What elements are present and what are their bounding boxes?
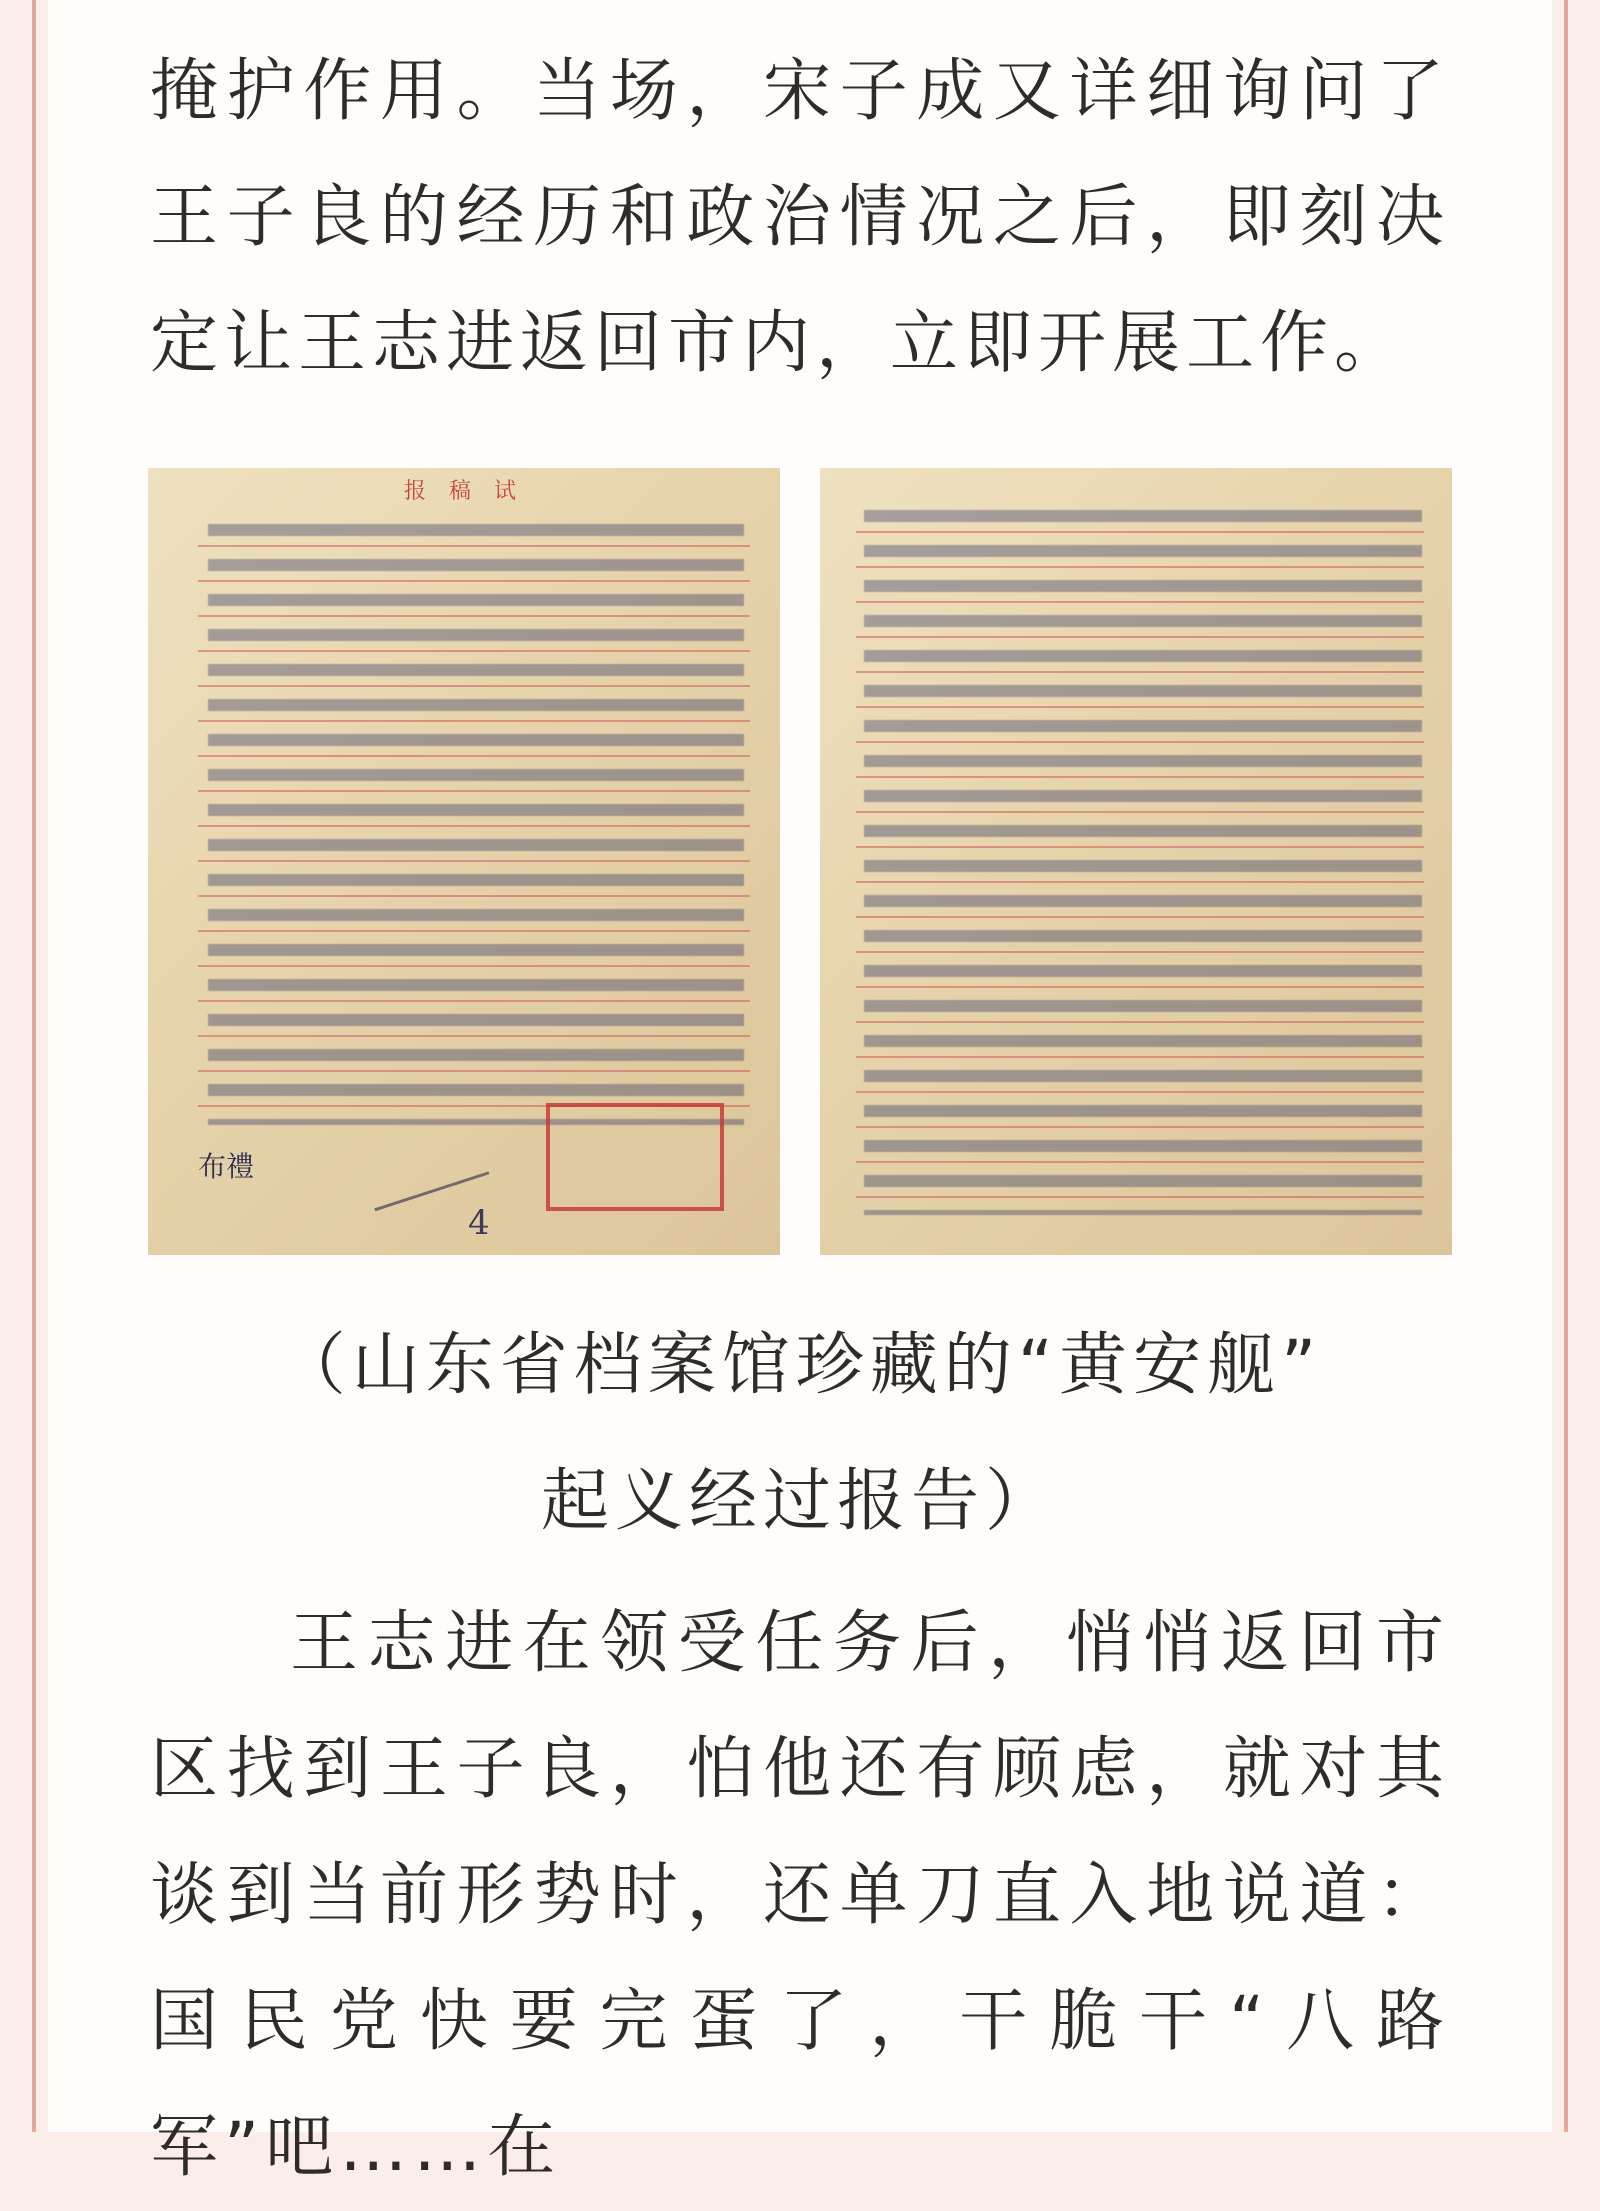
archive-document-image-left[interactable] (148, 468, 780, 1255)
article-paragraph: 王志进在领受任务后，悄悄返回市区找到王子良，怕他还有顾虑，就对其谈到当前形势时，还单刀直入地说道：国民党快要完蛋了，干脆干“八路军”吧……在 (150, 1604, 1450, 2187)
page-number-mark: 4 (468, 1203, 490, 1243)
left-border-rule (32, 0, 36, 2132)
handwritten-text (864, 500, 1422, 1215)
document-heading: 报 稿 试 (404, 479, 524, 504)
right-border-rule (1564, 0, 1568, 2132)
image-caption-line-2: 起义经过报告） (540, 1462, 1059, 1541)
red-seal-stamp (546, 1103, 724, 1211)
image-caption-line-1: （山东省档案馆珍藏的“黄安舰” (277, 1326, 1323, 1405)
archive-document-image-right[interactable] (820, 468, 1452, 1255)
article-paragraph: 掩护作用。当场，宋子成又详细询问了王子良的经历和政治情况之后，即刻决定让王志进返回市内，立即开展工作。 (150, 52, 1450, 383)
document-closing: 布禮 (198, 1150, 255, 1183)
handwritten-text (208, 514, 744, 1125)
